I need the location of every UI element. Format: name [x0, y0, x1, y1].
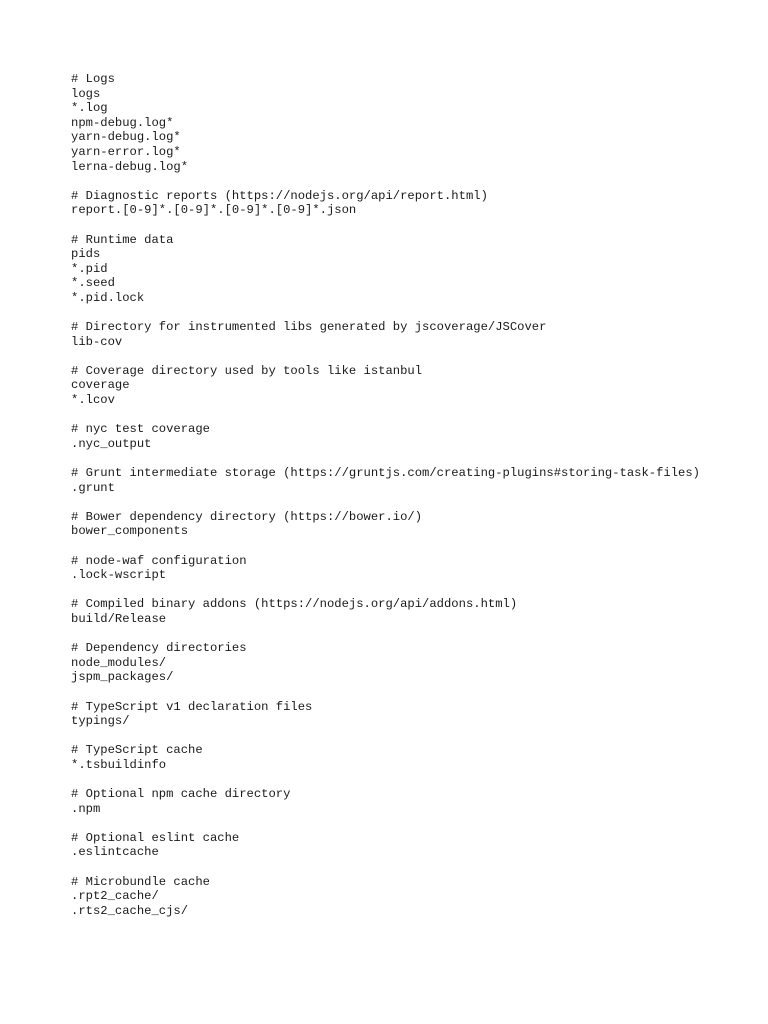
pattern-line: .grunt [71, 480, 115, 495]
section-npm-cache [71, 787, 731, 816]
comment-line: # nyc test coverage [71, 422, 210, 437]
pattern-line: jspm_packages/ [71, 670, 174, 685]
pattern-line: lib-cov [71, 334, 123, 349]
section-node-waf [71, 554, 731, 583]
pattern-line: npm-debug.log* [71, 115, 174, 130]
pattern-line: typings/ [71, 714, 130, 729]
section-diagnostic-reports [71, 189, 731, 218]
pattern-line: report.[0-9]*.[0-9]*.[0-9]*.[0-9]*.json [71, 203, 357, 218]
pattern-line: *.pid [71, 261, 108, 276]
pattern-line: node_modules/ [71, 655, 167, 670]
comment-line: # Compiled binary addons (https://nodejs.org/api/addons.html) [71, 597, 518, 612]
comment-line: # Bower dependency directory (https://bower.io/) [71, 509, 423, 524]
comment-line: # Optional npm cache directory [71, 787, 291, 802]
pattern-line: *.lcov [71, 393, 115, 408]
section-nyc [71, 422, 731, 451]
pattern-line: coverage [71, 378, 130, 393]
pattern-line: lerna-debug.log* [71, 159, 189, 174]
pattern-line: bower_components [71, 524, 189, 539]
pattern-line: .eslintcache [71, 845, 159, 860]
pattern-line: logs [71, 86, 101, 101]
pattern-line: .rts2_cache_cjs/ [71, 903, 189, 918]
pattern-line: .nyc_output [71, 436, 152, 451]
pattern-line: yarn-debug.log* [71, 130, 181, 145]
pattern-line: build/Release [71, 611, 167, 626]
pattern-line: .lock-wscript [71, 568, 167, 583]
section-binary-addons [71, 597, 731, 626]
pattern-line: .rpt2_cache/ [71, 889, 159, 904]
section-bower [71, 510, 731, 539]
pattern-line: pids [71, 247, 101, 262]
comment-line: # TypeScript cache [71, 743, 203, 758]
comment-line: # node-waf configuration [71, 553, 247, 568]
pattern-line: *.pid.lock [71, 290, 145, 305]
comment-line: # Microbundle cache [71, 874, 210, 889]
section-microbundle-cache [71, 875, 731, 919]
gitignore-document [71, 72, 731, 933]
section-dependency-directories [71, 641, 731, 685]
section-coverage [71, 364, 731, 408]
comment-line: # Logs [71, 72, 115, 86]
comment-line: # Directory for instrumented libs generated by jscoverage/JSCover [71, 320, 547, 335]
pattern-line: *.seed [71, 276, 115, 291]
comment-line: # Runtime data [71, 232, 174, 247]
section-grunt [71, 466, 731, 495]
comment-line: # TypeScript v1 declaration files [71, 699, 313, 714]
comment-line: # Diagnostic reports (https://nodejs.org/api/report.html) [71, 188, 488, 203]
section-runtime-data [71, 233, 731, 306]
comment-line: # Coverage directory used by tools like istanbul [71, 363, 423, 378]
section-typescript-cache [71, 743, 731, 772]
pattern-line: *.tsbuildinfo [71, 757, 167, 772]
comment-line: # Dependency directories [71, 641, 247, 656]
section-typescript-v1 [71, 700, 731, 729]
section-logs [71, 72, 731, 174]
pattern-line: yarn-error.log* [71, 144, 181, 159]
section-lib-cov [71, 320, 731, 349]
comment-line: # Grunt intermediate storage (https://gruntjs.com/creating-plugins#storing-task-files) [71, 466, 700, 481]
section-eslint-cache [71, 831, 731, 860]
pattern-line: .npm [71, 801, 101, 816]
pattern-line: *.log [71, 101, 108, 116]
comment-line: # Optional eslint cache [71, 830, 240, 845]
